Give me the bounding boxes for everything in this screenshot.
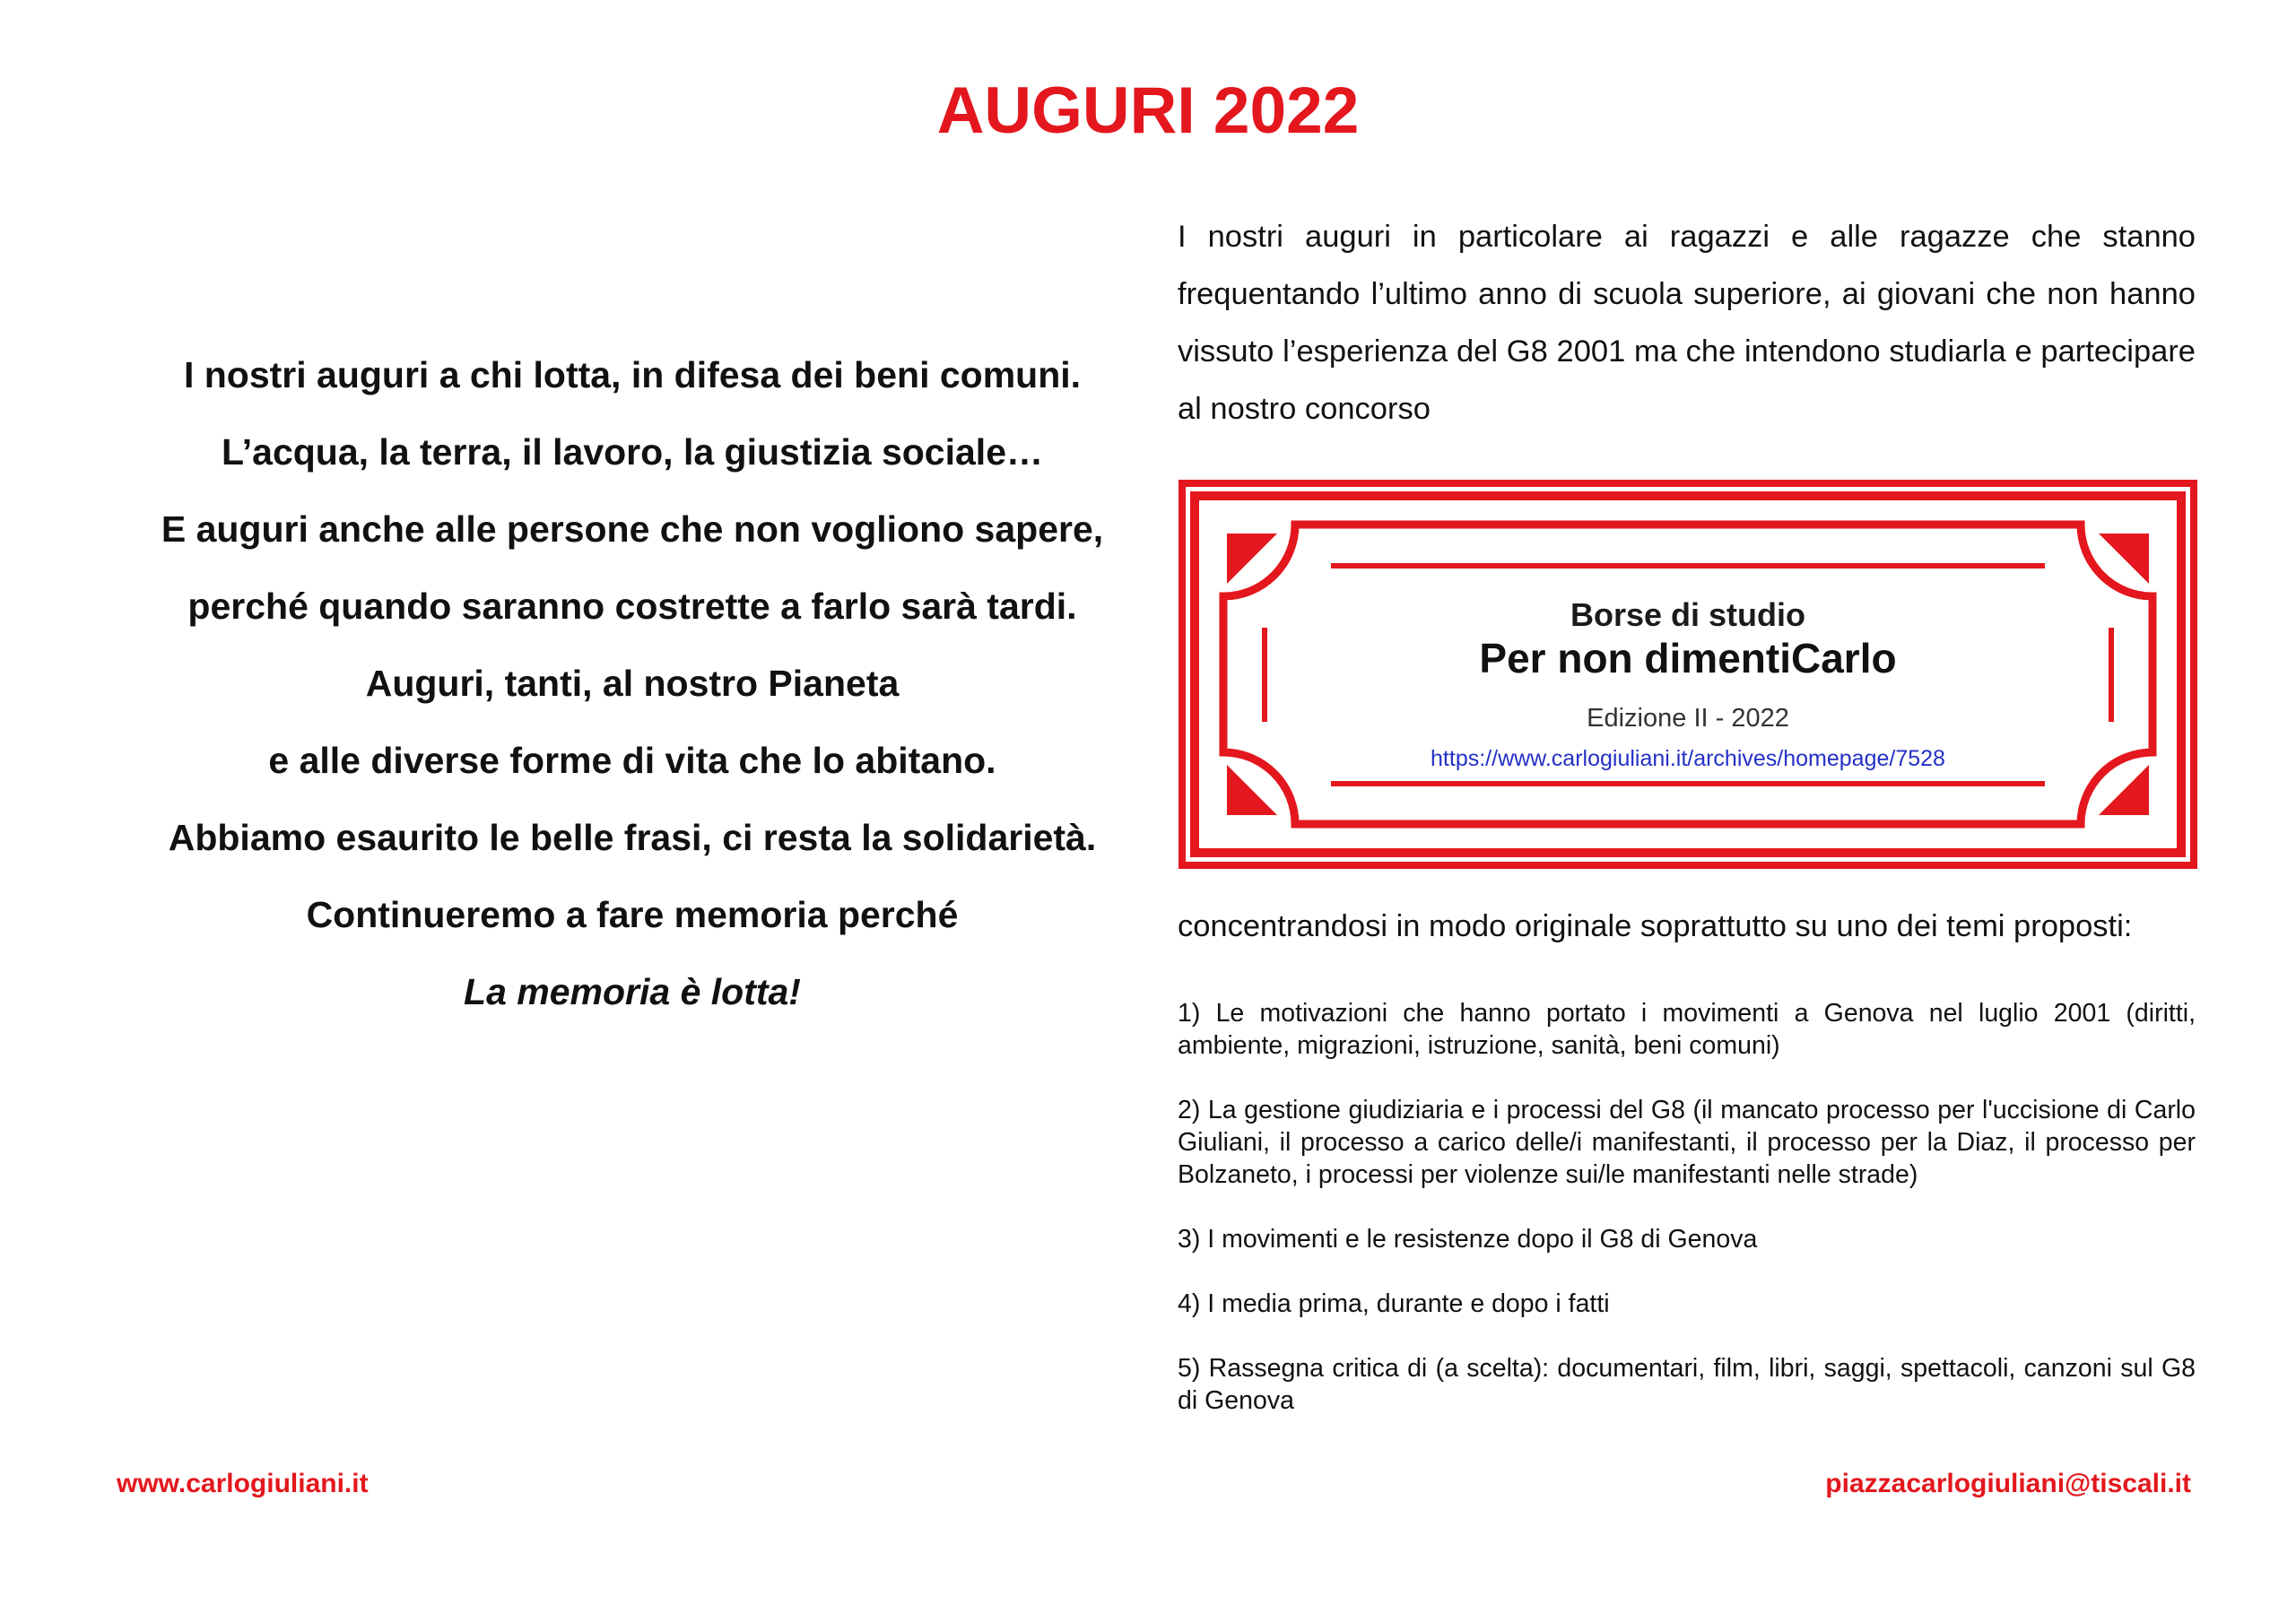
scholarship-card	[1178, 480, 2197, 869]
card-heading: Borse di studio	[1570, 596, 1806, 633]
card-edition: Edizione II - 2022	[1587, 704, 1789, 733]
page-title: AUGURI 2022	[936, 74, 1360, 147]
greeting-closing: La memoria è lotta!	[464, 971, 801, 1012]
topics-list	[1178, 997, 2196, 1449]
intro-paragraph: I nostri auguri in particolare ai ragazzi e alle ragazze che stanno frequentando l’ultimo anno di scuola superiore, ai giovani che non hanno vissuto l’esperienza del G8 2001 ma che intendono studiarla e partecipare al nostro concorso	[1178, 220, 2196, 426]
email-link[interactable]: piazzacarlogiuliani@tiscali.it	[1825, 1469, 2191, 1498]
list-item: 2) La gestione giudiziaria e i processi del G8 (il mancato processo per l'uccisione di Carlo Giuliani, il processo a carico delle/i manifestanti, il processo per la Diaz, il processo per Bolzaneto, i processi per violenze sui/le manifestanti nelle strade)	[1178, 1096, 2196, 1189]
greeting-line: Continueremo a fare memoria perché	[306, 894, 959, 935]
greeting-line: I nostri auguri a chi lotta, in difesa dei beni comuni.	[183, 354, 1082, 395]
list-item: 3) I movimenti e le resistenze dopo il G8 di Genova	[1178, 1225, 1758, 1254]
greeting-line: e alle diverse forme di vita che lo abitano.	[268, 740, 996, 781]
greeting-message	[126, 336, 1139, 1030]
greeting-line: Auguri, tanti, al nostro Pianeta	[365, 663, 900, 704]
card-title: Per non dimentiCarlo	[1479, 635, 1897, 681]
greeting-line: perché quando saranno costrette a farlo sarà tardi.	[187, 586, 1077, 627]
card-url-link[interactable]: https://www.carlogiuliani.it/archives/homepage/7528	[1431, 746, 1945, 771]
greeting-line: E auguri anche alle persone che non vogliono sapere,	[161, 508, 1104, 550]
list-item: 1) Le motivazioni che hanno portato i movimenti a Genova nel luglio 2001 (diritti, ambiente, migrazioni, istruzione, sanità, beni comuni)	[1178, 999, 2196, 1060]
list-item: 5) Rassegna critica di (a scelta): documentari, film, libri, saggi, spettacoli, canzoni sul G8 di Genova	[1178, 1354, 2196, 1415]
greeting-line: L’acqua, la terra, il lavoro, la giustizia sociale…	[221, 431, 1043, 473]
greeting-line: Abbiamo esaurito le belle frasi, ci resta la solidarietà.	[168, 817, 1097, 858]
website-link[interactable]: www.carlogiuliani.it	[117, 1469, 369, 1498]
topics-lead: concentrandosi in modo originale soprattutto su uno dei temi proposti:	[1178, 909, 2133, 943]
list-item: 4) I media prima, durante e dopo i fatti	[1178, 1289, 1610, 1318]
